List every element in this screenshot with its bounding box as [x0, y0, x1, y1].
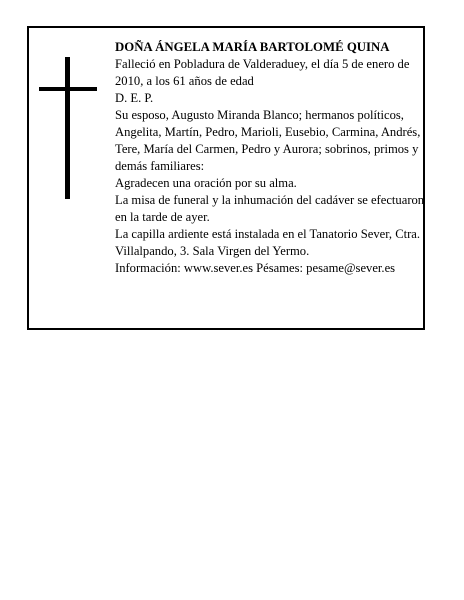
notice-text	[115, 39, 425, 277]
rip-text: D. E. P.	[115, 91, 154, 105]
deceased-name: DOÑA ÁNGELA MARÍA BARTOLOMÉ QUINA	[115, 40, 390, 54]
funeral-info: La misa de funeral y la inhumación del cadáver se efectuaron en la tarde de ayer.	[115, 193, 425, 224]
prayer-request: Agradecen una oración por su alma.	[115, 176, 297, 190]
cross-icon	[39, 57, 97, 199]
cross-vertical-bar	[65, 57, 70, 199]
chapel-info: La capilla ardiente está instalada en el Tanatorio Sever, Ctra. Villalpando, 3. Sala Virgen del Yermo.	[115, 227, 421, 258]
death-info: Falleció en Pobladura de Valderaduey, el día 5 de enero de 2010, a los 61 años de edad	[115, 57, 410, 88]
family-list: Su esposo, Augusto Miranda Blanco; hermanos políticos, Angelita, Martín, Pedro, Marioli, Eusebio, Carmina, Andrés, Tere, María del Carmen, Pedro y Aurora; sobrinos, primos y demás familiares:	[115, 108, 421, 173]
contact-info: Información: www.sever.es Pésames: pesame@sever.es	[115, 261, 396, 275]
obituary-notice	[27, 26, 425, 330]
cross-horizontal-bar	[39, 87, 97, 91]
